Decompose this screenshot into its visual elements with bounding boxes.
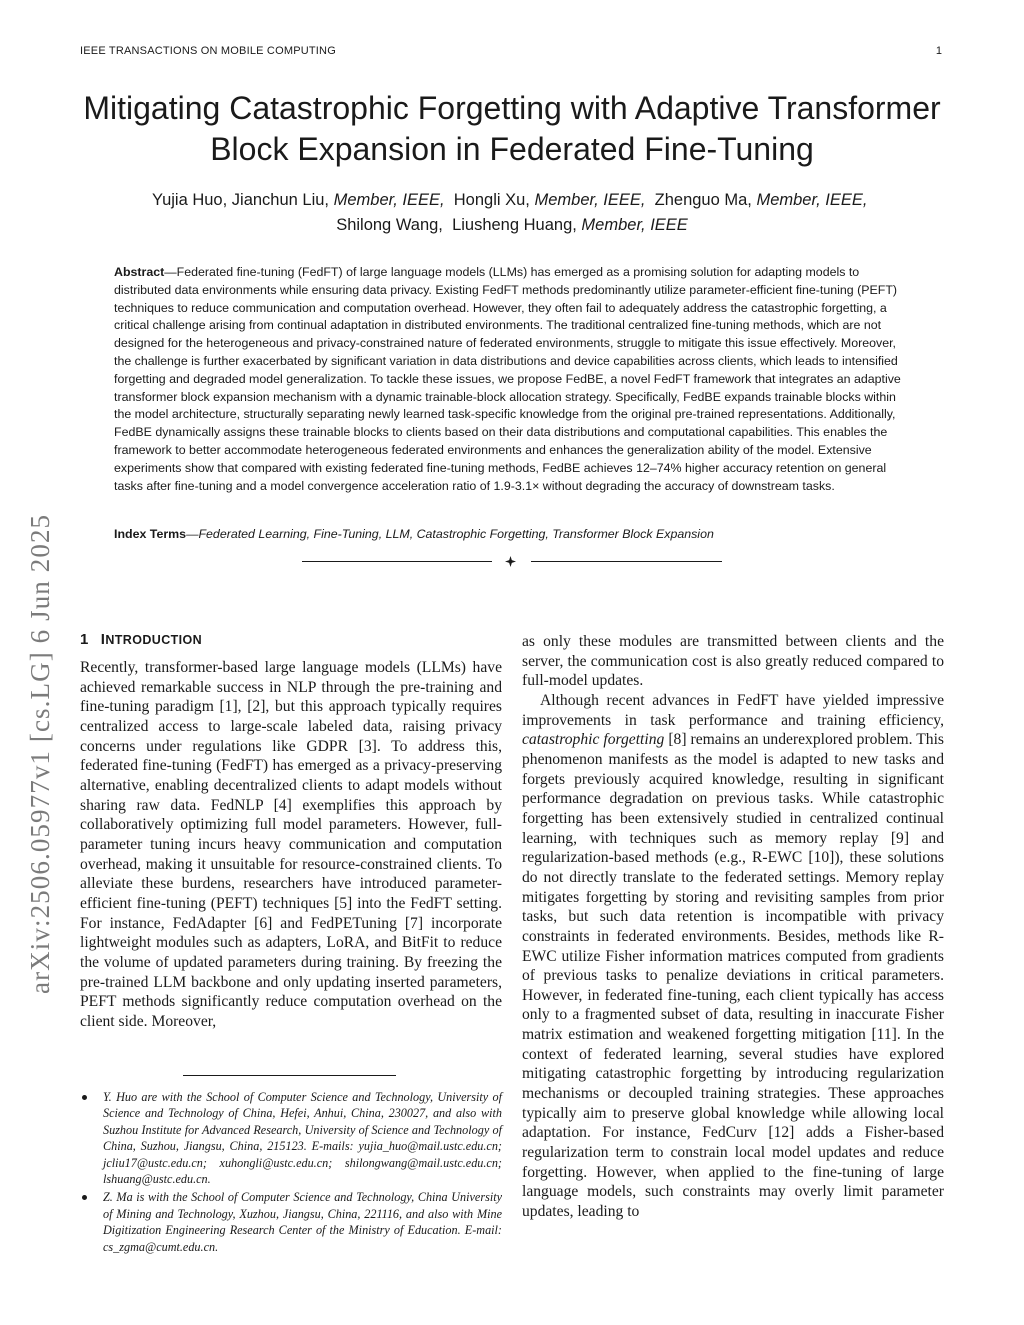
intro-paragraph [522, 691, 944, 1222]
index-terms-label: Index Terms [114, 527, 187, 541]
paragraph-text: [8] remains an underexplored problem. This phenomenon manifests as the model is adapted to new tasks and forgets previously acquired knowledge, resulting in significant performance degradation on previous tasks. While catastrophic forgetting has been extensively studied in centralized continual learning, with techniques such as memory replay [9] and regularization-based methods (e.g., R-EWC [10]), these solutions do not directly translate to the federated settings. Memory replay mitigates forgetting by storing and revisiting samples from prior tasks, but such data retention is incompatible with privacy constraints in federated environments. Besides, methods like R-EWC utilize Fisher information matrices computed from gradients of previous tasks to penalize deviations in critical parameters. However, in federated fine-tuning, each client typically has access only to a fragmented subset of data, resulting in inaccurate Fisher matrix estimation and weakened forgetting mitigation [11]. In the context of federated learning, several studies have explored mitigating catastrophic forgetting by introducing regularization mechanisms or decoupled training strategies. These approaches typically aim to preserve global knowledge while allowing local adaptation. For instance, FedCurv [12] adds a Fisher-based regularization term to constrain local model updates and reduce forgetting. However, when applied to the fine-tuning of large language models, such constraints may overly limit parameter updates, leading to [522, 731, 944, 1221]
intro-paragraph-continued: as only these modules are transmitted between clients and the server, the communication cost is also greatly reduced compared to full-model updates. [522, 633, 944, 690]
abstract-label: Abstract [114, 265, 165, 279]
author-role: Member, IEEE [581, 216, 688, 234]
author-name: Yujia Huo, [151, 191, 228, 209]
footnote-rule [183, 1075, 396, 1076]
diamond-ornament-icon [505, 556, 516, 567]
paragraph-text: Although recent advances in FedFT have yielded impressive improvements in task performance and training efficiency, [522, 691, 944, 729]
section-title-rest: NTRODUCTION [105, 633, 203, 647]
author-name: Jianchun Liu, [231, 191, 330, 209]
author-role: Member, IEEE, [756, 191, 868, 209]
author-list [140, 188, 884, 238]
author-name: Shilong Wang, [336, 216, 443, 234]
section-divider-right [531, 561, 722, 562]
section-title-initial: I [100, 631, 106, 648]
index-terms-text: —Federated Learning, Fine-Tuning, LLM, Catastrophic Forgetting, Transformer Block Expansion [186, 527, 714, 541]
author-name: Hongli Xu, [453, 191, 530, 209]
index-terms [114, 526, 912, 543]
footnote-text: Y. Huo are with the School of Computer Science and Technology, University of Science and Technology of China, Hefei, Anhui, China, 230027, and also with Suzhou Institute for Advanced Research, University of Science and Technology of China, Suzhou, Jiangsu, China, 215123. E-mails: yujia_huo@mail.ustc.edu.cn; jcliu17@ustc.edu.cn; xuhongli@ustc.edu.cn; shilongwang@mail.ustc.edu.cn; lshuang@ustc.edu.cn. [103, 1090, 502, 1187]
journal-running-head: IEEE TRANSACTIONS ON MOBILE COMPUTING [80, 45, 336, 57]
author-name: Zhenguo Ma, [654, 191, 752, 209]
left-column [80, 658, 502, 1031]
affiliation-footnotes [80, 1089, 502, 1257]
intro-paragraph: Recently, transformer-based large language models (LLMs) have achieved remarkable success in NLP through the pre-training and fine-tuning paradigm [1], [2], but this approach typically requires centralized access to large-scale labeled data, raising privacy concerns under regulations like GDPR [3]. To address this, federated fine-tuning (FedFT) has emerged as a privacy-preserving alternative, enabling decentralized clients to adapt models without sharing raw data. FedNLP [4] exemplifies this approach by collaboratively optimizing full model parameters. However, full-parameter tuning incurs heavy communication and computation overhead, making it unsuitable for resource-constrained clients. To alleviate these burdens, researchers have introduced parameter-efficient fine-tuning (PEFT) techniques [5] into the FedFT setting. For instance, FedAdapter [6] and FedPETuning [7] incorporate lightweight modules such as adapters, LoRA, and BitFit to reduce the volume of updated parameters during training. By freezing the pre-trained LLM backbone and only updating inserted parameters, PEFT methods significantly reduce computation overhead on the client side. Moreover, [80, 659, 502, 1030]
footnote-text: Z. Ma is with the School of Computer Science and Technology, China University of Mining and Technology, Xuzhou, Jiangsu, China, 221116, and also with Mine Digitization Engineering Research Center of the Ministry of Education. E-mail: cs_zgma@cumt.edu.cn. [103, 1190, 502, 1254]
paper-title: Mitigating Catastrophic Forgetting with Adaptive Transformer Block Expansion in Federated Fine-Tuning [83, 90, 941, 167]
footnote-item [80, 1089, 502, 1187]
arxiv-identifier-stamp: arXiv:2506.05977v1 [cs.LG] 6 Jun 2025 [25, 513, 55, 994]
abstract [114, 264, 912, 495]
section-divider-left [302, 561, 492, 562]
bullet-icon [82, 1195, 87, 1200]
author-name: Liusheng Huang, [452, 216, 577, 234]
abstract-text: —Federated fine-tuning (FedFT) of large language models (LLMs) has emerged as a promising solution for adapting models to distributed data environments while ensuring data privacy. Existing FedFT methods predominantly utilize parameter-efficient fine-tuning (PEFT) techniques to reduce communication and computation overhead. However, they often fail to adequately address the catastrophic forgetting, a critical challenge arising from continual adaptation in distributed environments. The traditional centralized fine-tuning methods, which are not designed for the heterogeneous and privacy-constrained nature of federated environments, struggle to mitigate this issue effectively. Moreover, the challenge is further exacerbated by significant variation in data distributions and device capabilities across clients, which leads to intensified forgetting and degraded model generalization. To tackle these issues, we propose FedBE, a novel FedFT framework that integrates an adaptive transformer block expansion mechanism with a dynamic trainable-block allocation strategy. Specifically, FedBE expands trainable blocks within the model architecture, structurally separating newly learned task-specific knowledge from the original pre-trained representations. Additionally, FedBE dynamically assigns these trainable blocks to clients based on their data distributions and computational capabilities. This enables the framework to better accommodate heterogeneous federated environments and enhances the generalization ability of the model. Extensive experiments show that compared with existing federated fine-tuning methods, FedBE achieves 12–74% higher accuracy retention on general tasks after fine-tuning and a model convergence acceleration ratio of 1.9-3.1× without degrading the accuracy of downstream tasks. [114, 265, 901, 493]
author-role: Member, IEEE, [534, 191, 646, 209]
emphasized-term: catastrophic forgetting [522, 731, 665, 749]
page-number: 1 [935, 45, 942, 57]
right-column [522, 632, 944, 1222]
author-role: Member, IEEE, [333, 191, 445, 209]
section-heading-introduction [80, 631, 202, 648]
footnote-item [80, 1189, 502, 1255]
bullet-icon [82, 1095, 87, 1100]
section-number: 1 [80, 631, 89, 648]
